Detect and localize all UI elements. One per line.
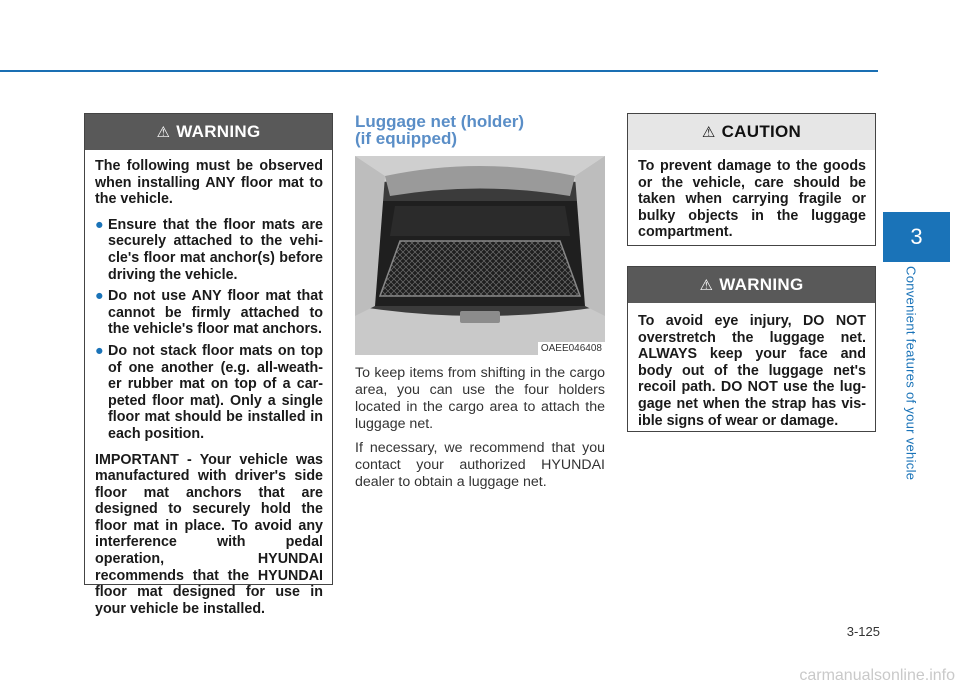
bullet-dot: ● [95, 216, 104, 233]
warning-triangle-icon: ⚠ [156, 124, 171, 141]
page-number: 3-125 [846, 624, 880, 639]
warning-triangle-icon: ⚠ [699, 277, 714, 294]
section-paragraph: If necessary, we recommend that you contact your authorized HYUNDAI dealer to obtain a luggage net. [355, 440, 605, 490]
caution-body: To prevent damage to the goods or the vehicle, care should be taken when carrying fragile or bulky objects in the luggage compartment. [638, 158, 866, 241]
warning-bullet: ● Ensure that the floor mats are securely attached to the vehi-cle's floor mat anchor(s) before driving the vehicle. [95, 216, 323, 283]
floor-mat-warning-box [84, 113, 333, 617]
caution-triangle-icon: ⚠ [701, 124, 716, 141]
warning-header [628, 267, 875, 303]
image-code: OAEE046408 [538, 342, 605, 355]
caution-header [628, 114, 875, 150]
warning-header-label: WARNING [176, 122, 261, 141]
warning-intro: The following must be observed when installing ANY floor mat to the vehicle. [95, 158, 323, 208]
warning-bullet-list [95, 217, 323, 443]
bullet-dot: ● [95, 288, 104, 305]
chapter-number-tab: 3 [883, 212, 950, 262]
warning-header [85, 114, 332, 150]
cargo-area-illustration [355, 156, 605, 355]
section-text [355, 365, 605, 498]
footer-watermark: carmanualsonline.info [799, 667, 955, 684]
bullet-dot: ● [95, 342, 104, 359]
caution-header-label: CAUTION [721, 122, 802, 141]
caution-box [627, 113, 876, 246]
section-paragraph: To keep items from shifting in the cargo area, you can use the four holders located in the cargo area to attach the luggage net. [355, 365, 605, 432]
luggage-net-photo [355, 156, 605, 355]
section-title: Luggage net (holder) (if equipped) [355, 112, 525, 148]
chapter-title: Convenient features of your vehicle [903, 266, 919, 481]
warning-bullet: ● Do not stack floor mats on top of one another (e.g. all-weath-er rubber mat on top of a car-peted floor mat). Only a single floor mat should be installed in each position. [95, 342, 323, 442]
top-rule [0, 70, 878, 72]
warning-body: To avoid eye injury, DO NOT overstretch the luggage net. ALWAYS keep your face and body out of the luggage net's recoil path. DO NOT use the lug-gage net when the strap has vis-ible signs of wear or damage. [638, 313, 866, 429]
warning-important: IMPORTANT - Your vehicle was manufactured with driver's side floor mat anchors that are designed to securely hold the floor mat in place. To avoid any interference with pedal operation, HYUNDAI recommends that the HYUNDAI floor mat designed for use in your vehicle be installed. [95, 451, 323, 617]
warning-bullet: ● Do not use ANY floor mat that cannot be firmly attached to the vehicle's floor mat anchors. [95, 288, 323, 338]
luggage-net-warning-box [627, 266, 876, 432]
warning-body [85, 150, 332, 625]
warning-header-label: WARNING [719, 275, 804, 294]
